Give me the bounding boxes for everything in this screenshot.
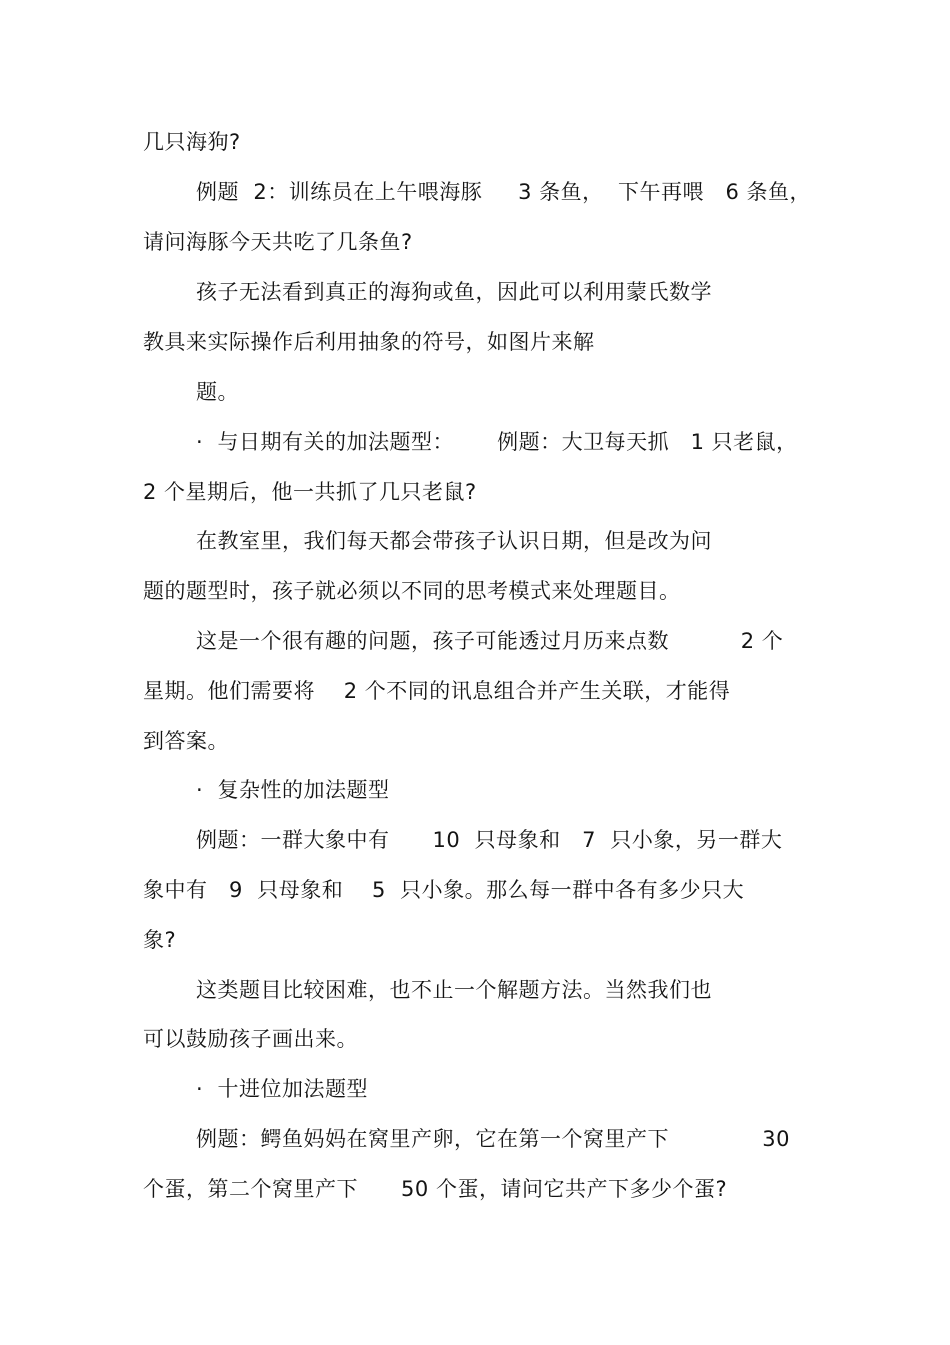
text-line-2: 例题 2：训练员在上午喂海豚 3 条鱼， 下午再喂 6 条鱼， bbox=[196, 180, 812, 204]
text-line-20: · 十进位加法题型 bbox=[196, 1077, 369, 1101]
text-line-9: 在教室里，我们每天都会带孩子认识日期，但是改为问 bbox=[196, 529, 712, 553]
text-line-18: 这类题目比较困难，也不止一个解题方法。当然我们也 bbox=[196, 978, 712, 1002]
text-line-4: 孩子无法看到真正的海狗或鱼，因此可以利用蒙氏数学 bbox=[196, 280, 712, 304]
text-line-12: 星期。他们需要将 2 个不同的讯息组合并产生关联，才能得 bbox=[143, 679, 731, 703]
text-line-17: 象? bbox=[143, 928, 177, 952]
text-line-3: 请问海豚今天共吃了几条鱼? bbox=[143, 230, 413, 254]
text-line-8: 2 个星期后，他一共抓了几只老鼠? bbox=[143, 480, 477, 504]
text-line-16: 象中有 9 只母象和 5 只小象。那么每一群中各有多少只大 bbox=[143, 878, 745, 902]
text-line-15: 例题：一群大象中有 10 只母象和 7 只小象，另一群大 bbox=[196, 828, 783, 852]
text-line-6: 题。 bbox=[196, 380, 239, 404]
text-line-7: · 与日期有关的加法题型： 例题：大卫每天抓 1 只老鼠， bbox=[196, 430, 798, 454]
text-line-14: · 复杂性的加法题型 bbox=[196, 778, 390, 802]
text-line-19: 可以鼓励孩子画出来。 bbox=[143, 1027, 358, 1051]
text-line-5: 教具来实际操作后利用抽象的符号，如图片来解 bbox=[143, 330, 595, 354]
text-line-11: 这是一个很有趣的问题，孩子可能透过月历来点数 2 个 bbox=[196, 629, 784, 653]
text-line-13: 到答案。 bbox=[143, 729, 229, 753]
text-line-21: 例题：鳄鱼妈妈在窝里产卵，它在第一个窝里产下 30 bbox=[196, 1127, 790, 1151]
text-line-1: 几只海狗? bbox=[143, 130, 241, 154]
text-line-22: 个蛋，第二个窝里产下 50 个蛋，请问它共产下多少个蛋? bbox=[143, 1177, 728, 1201]
text-line-10: 题的题型时，孩子就必须以不同的思考模式来处理题目。 bbox=[143, 579, 681, 603]
